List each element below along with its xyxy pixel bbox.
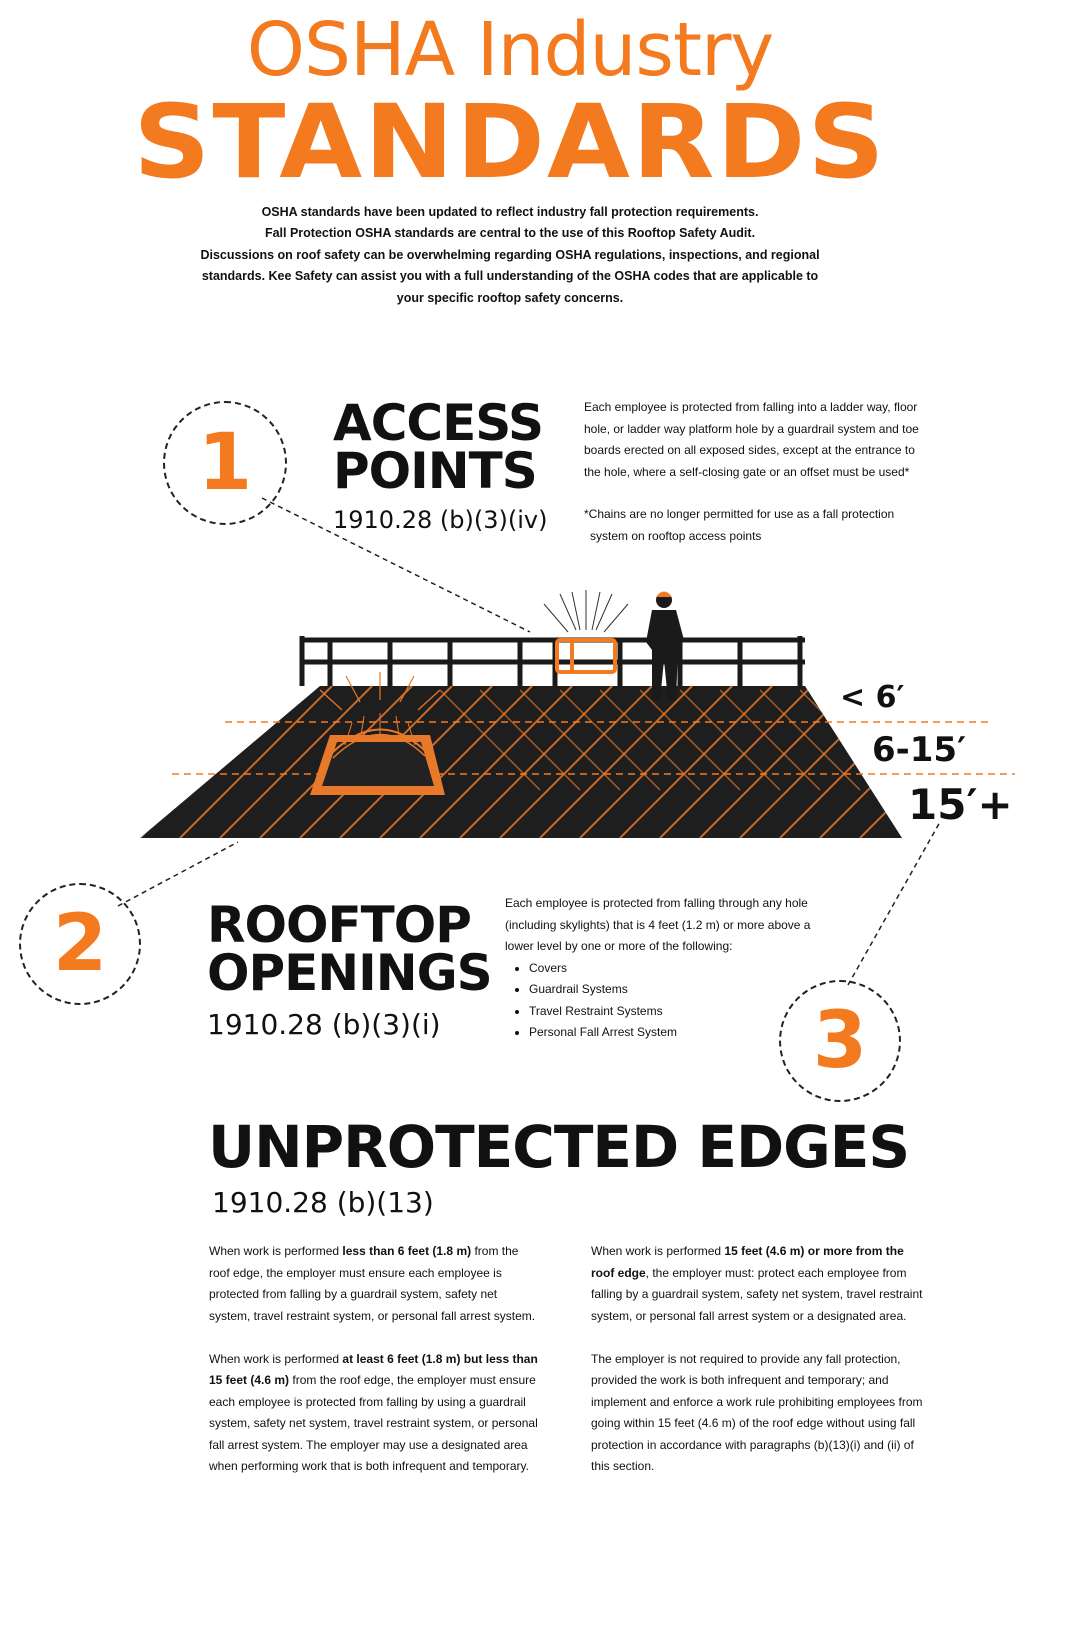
text-run: from the roof edge, the employer must ensure each employee is protected from falling by a guardrail system, safety net system, travel restraint system, or personal fall arrest system. bbox=[209, 1244, 536, 1323]
list-item: • Personal Fall Arrest System bbox=[529, 1022, 845, 1044]
section2-text-line: lower level by one or more of the following: bbox=[505, 939, 733, 953]
section1-heading-line2: POINTS bbox=[333, 441, 537, 500]
intro-line: standards. Kee Safety can assist you with a full understanding of the OSHA codes that are applicable to bbox=[201, 269, 819, 284]
section2-text-line: Each employee is protected from falling through any hole bbox=[505, 896, 808, 910]
list-item: • Travel Restraint Systems bbox=[529, 1001, 845, 1023]
emphasis-text: 15 feet (4.6 m) or more from the roof edge bbox=[591, 1244, 904, 1280]
section2-heading-line2: OPENINGS bbox=[207, 943, 492, 1002]
section1-text-line: hole, or ladder way platform hole by a guardrail system and toe bbox=[584, 421, 919, 436]
guardrail bbox=[300, 636, 805, 686]
section1-text-line: the hole, where a self-closing gate or an offset must be used* bbox=[584, 464, 910, 479]
intro-line: your specific rooftop safety concerns. bbox=[396, 290, 624, 305]
list-item: • Covers bbox=[529, 958, 845, 980]
text-run: When work is performed bbox=[209, 1244, 343, 1258]
text-run: When work is performed bbox=[591, 1244, 725, 1258]
section1-code: 1910.28 (b)(3)(iv) bbox=[333, 506, 548, 534]
self-closing-gate bbox=[557, 640, 615, 672]
text-run: , the employer must: protect each employee from falling by a guardrail system, safety net system, travel restraint system, or personal fall arrest system or a designated area. bbox=[591, 1265, 923, 1323]
section2-code: 1910.28 (b)(3)(i) bbox=[207, 1008, 441, 1041]
paragraph bbox=[591, 1241, 926, 1327]
section1-note bbox=[584, 504, 944, 547]
section1-text-line: Each employee is protected from falling into a ladder way, floor bbox=[584, 400, 918, 414]
section1-text bbox=[584, 397, 944, 483]
leader-line-3 bbox=[848, 822, 940, 985]
section1-note-line: system on rooftop access points bbox=[590, 528, 762, 543]
section2-heading-line1: ROOFTOP bbox=[207, 896, 471, 954]
section1-number: 1 bbox=[197, 418, 253, 508]
zone-label-mid: 6-15′ bbox=[872, 730, 967, 770]
zone-label-near: < 6′ bbox=[840, 680, 905, 715]
page-title-line2: STANDARDS bbox=[133, 83, 887, 202]
emphasis-text: at least 6 feet (1.8 m) but less than 15 feet (4.6 m) bbox=[209, 1351, 538, 1387]
section3-right-column bbox=[591, 1241, 926, 1499]
paragraph bbox=[209, 1241, 539, 1327]
text-run: When work is performed bbox=[209, 1351, 343, 1366]
section3-heading: UNPROTECTED EDGES bbox=[208, 1113, 910, 1181]
section2-number: 2 bbox=[52, 899, 108, 989]
section1-number-badge bbox=[163, 401, 287, 525]
roof-surface bbox=[140, 686, 902, 838]
section3-number: 3 bbox=[812, 996, 868, 1086]
section1-note-line: *Chains are no longer permitted for use as a fall protection bbox=[584, 507, 895, 521]
list-item: • Guardrail Systems bbox=[529, 979, 845, 1001]
intro-line: Discussions on roof safety can be overwhelming regarding OSHA regulations, inspections, and regional bbox=[200, 247, 820, 262]
section3-left-column bbox=[209, 1241, 539, 1499]
section2-heading bbox=[207, 896, 492, 1002]
gate-burst bbox=[544, 590, 628, 632]
text-run: from the roof edge, the employer must ensure each employee is protected from falling by using a guardrail system, safety net system, travel restraint system, or personal fall arrest system. The employer may use a designated area when performing work that is both infrequent and temporary. bbox=[209, 1373, 538, 1473]
zone-label-far: 15′+ bbox=[908, 780, 1013, 829]
page-title-line1: OSHA Industry bbox=[246, 7, 774, 93]
section1-heading-line1: ACCESS bbox=[333, 394, 544, 452]
section2-text-line: (including skylights) that is 4 feet (1.2 m) or more above a bbox=[505, 917, 811, 932]
intro-line: OSHA standards have been updated to reflect industry fall protection requirements. bbox=[261, 205, 759, 219]
intro-line: Fall Protection OSHA standards are central to the use of this Rooftop Safety Audit. bbox=[264, 226, 756, 241]
paragraph bbox=[209, 1349, 539, 1478]
section2-number-badge bbox=[19, 883, 141, 1005]
section3-number-badge bbox=[779, 980, 901, 1102]
section3-code: 1910.28 (b)(13) bbox=[212, 1186, 434, 1219]
emphasis-text: less than 6 feet (1.8 m) bbox=[342, 1244, 472, 1258]
section1-text-line: boards erected on all exposed sides, except at the entrance to bbox=[584, 443, 915, 457]
section1-heading bbox=[333, 394, 544, 500]
intro-text bbox=[150, 202, 870, 309]
paragraph: The employer is not required to provide any fall protection, provided the work is both infrequent and temporary; and implement and enforce a work rule prohibiting employees from going within 15 feet (4.6 m) of the roof edge without using fall protection in accordance with paragraphs (b)(13)(i) and (ii) of this section. bbox=[591, 1351, 923, 1473]
